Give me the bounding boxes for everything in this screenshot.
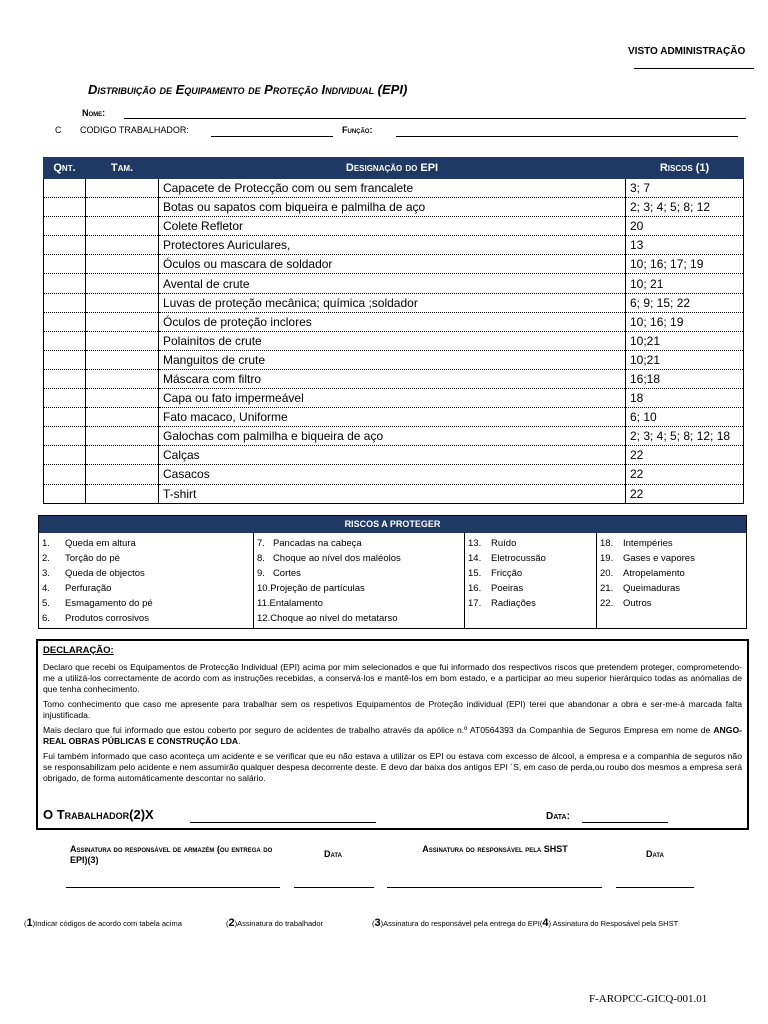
risco-number: 19. [600,553,614,564]
risco-item [465,551,596,566]
risco-label: Radiações [491,598,536,609]
risco-number: 12. [257,613,271,624]
qnt-cell[interactable] [44,274,86,293]
declaracao-data-label: Data: [546,811,570,822]
tam-cell[interactable] [86,179,159,198]
riscos-cell: 6; 9; 15; 22 [626,293,744,312]
riscos-cell: 10; 16; 17; 19 [626,255,744,274]
risco-label: Esmagamento do pé [65,598,153,609]
riscos-a-proteger [38,515,747,629]
declaracao-title: DECLARAÇÃO: [43,645,114,656]
tam-cell[interactable] [86,427,159,446]
tam-cell[interactable] [86,255,159,274]
designacao-cell: Óculos ou mascara de soldador [159,255,626,274]
qnt-cell[interactable] [44,198,86,217]
footnote-3-text: )Assinatura do responsável pela entrega do EPI [380,919,540,928]
risco-label: Pancadas na cabeça [272,538,362,549]
col-header-qnt: Qnt. [44,158,86,179]
riscos-title: RISCOS A PROTEGER [39,516,746,533]
col-header-riscos: Riscos (1) [626,158,744,179]
tam-cell[interactable] [86,465,159,484]
footnote-4-number: 4 [542,917,549,929]
codigo-trabalhador-field[interactable] [211,136,333,137]
riscos-cell: 3; 7 [626,179,744,198]
qnt-cell[interactable] [44,331,86,350]
tam-cell[interactable] [86,350,159,369]
designacao-cell: Avental de crute [159,274,626,293]
risco-item [39,551,253,566]
risco-number: 4. [42,583,50,594]
risco-item [597,551,747,566]
data-2-field[interactable] [616,887,694,888]
tam-cell[interactable] [86,312,159,331]
designacao-cell: Luvas de proteção mecânica; química ;soldador [159,293,626,312]
declaracao-paragraph-2: Tomo conhecimento que caso me apresente para trabalhar sem os respetivos Equipamentos de Proteção individual (EPI) terei que abandonar a obra e ser-me-á marcada falta injustificada. [43,699,742,720]
risco-item [597,581,747,596]
risco-number: 1. [42,538,50,549]
designacao-cell: Capacete de Protecção com ou sem francalete [159,179,626,198]
riscos-cell: 22 [626,465,744,484]
footnote-4-text: ) Assinatura do Resposável pela SHST [548,919,679,928]
tam-cell[interactable] [86,236,159,255]
designacao-cell: Capa ou fato impermeável [159,389,626,408]
risco-item [597,596,747,611]
declaracao-p3-text: Mais declaro que fui informado que estou coberto por seguro de acidentes de trabalho através da apólice n.º AT0564393 da Companhia de Seguros Empresa em nome de [43,725,714,735]
qnt-cell[interactable] [44,350,86,369]
risco-item [254,581,464,596]
footnote-2: (2)Assinatura do trabalhador [226,917,324,929]
tam-cell[interactable] [86,484,159,503]
risco-item [39,581,253,596]
tam-cell[interactable] [86,408,159,427]
footnote-3: (3)Assinatura do responsável pela entrega do EPI(4) Assinatura do Resposável pela SHST [372,917,679,929]
risco-item [254,611,464,626]
riscos-cell: 10; 21 [626,274,744,293]
risco-label: Ruído [491,538,517,549]
risco-label: Queda em altura [65,538,136,549]
declaracao-paragraph-3 [43,725,742,747]
table-row [44,179,744,198]
footnote-2-text: )Assinatura do trabalhador [234,919,324,928]
footnote-2-number: 2 [228,917,235,929]
risco-label: Outros [623,598,652,609]
tam-cell[interactable] [86,389,159,408]
risco-item [254,551,464,566]
risco-number: 11. [257,598,270,609]
riscos-column-1 [39,533,254,629]
data-1-label: Data [324,849,342,859]
risco-number: 14. [468,553,482,564]
risco-number: 16. [468,583,482,594]
risco-label: Projeção de partículas [270,583,365,594]
designacao-cell: Botas ou sapatos com biqueira e palmilha de aço [159,198,626,217]
tam-cell[interactable] [86,198,159,217]
designacao-cell: Colete Refletor [159,217,626,236]
nome-field[interactable] [124,118,746,119]
footnote-3-number: 3 [374,917,381,929]
designacao-cell: Fato macaco, Uniforme [159,408,626,427]
table-row [44,389,744,408]
tam-cell[interactable] [86,369,159,388]
risco-label: Entalamento [269,598,323,609]
riscos-cell: 22 [626,446,744,465]
risco-item [465,596,596,611]
shst-signature-field[interactable] [387,887,602,888]
risco-number: 2. [42,553,50,564]
risco-item [597,536,747,551]
visto-administracao-label: VISTO ADMINISTRAÇÃO [628,46,746,57]
table-row [44,408,744,427]
risco-number: 5. [42,598,50,609]
riscos-cell: 10;21 [626,350,744,369]
codigo-trabalhador-label: CODIGO TRABALHADOR: [80,125,189,135]
risco-label: Intempéries [623,538,673,549]
armazem-signature-field[interactable] [66,887,280,888]
footnote-1-number: 1 [26,917,33,929]
risco-number: 20. [600,568,614,579]
shst-signature-label: Assinatura do responsável pela SHST [422,844,568,854]
risco-label: Choque ao nível do metatarso [270,613,398,624]
risco-number: 17. [468,598,482,609]
risco-label: Produtos corrosivos [65,613,149,624]
designacao-cell: Manguitos de crute [159,350,626,369]
tam-cell[interactable] [86,293,159,312]
tam-cell[interactable] [86,331,159,350]
table-row [44,217,744,236]
risco-number: 21. [600,583,614,594]
riscos-cell: 13 [626,236,744,255]
table-row [44,255,744,274]
designacao-cell: Casacos [159,465,626,484]
declaracao-p3-end: . [238,736,241,746]
riscos-cell: 18 [626,389,744,408]
qnt-cell[interactable] [44,369,86,388]
epi-table-header [44,158,744,179]
table-row [44,350,744,369]
trabalhador-signature-field[interactable] [190,822,376,823]
risco-number: 10. [257,583,271,594]
risco-item [465,566,596,581]
declaracao-paragraph-4: Fui também informado que caso aconteça um acidente e se verificar que eu não estava a utilizar os EPI ou estava com excesso de álcool, a empresa e a companhia de seguros não se responsabilizam pelo acidente e nem assumirão qualquer despesa decorrente deste. E devo dar baixa dos antigos EPI ´S, em caso de perda,ou roubo dos mesmos a empresa será obrigado, de forma automáticamente descontar no salário. [43,751,742,783]
riscos-cell: 2; 3; 4; 5; 8; 12; 18 [626,427,744,446]
designacao-cell: T-shirt [159,484,626,503]
risco-number: 13. [468,538,482,549]
qnt-cell[interactable] [44,427,86,446]
funcao-field[interactable] [396,136,738,137]
table-row [44,198,744,217]
risco-item [254,596,464,611]
riscos-cell: 22 [626,484,744,503]
riscos-cell: 10; 16; 19 [626,312,744,331]
c-mark: C [55,125,62,135]
risco-number: 22. [600,598,614,609]
risco-item [39,536,253,551]
qnt-cell[interactable] [44,484,86,503]
qnt-cell[interactable] [44,408,86,427]
riscos-cell: 2; 3; 4; 5; 8; 12 [626,198,744,217]
risco-label: Torção do pé [65,553,120,564]
qnt-cell[interactable] [44,293,86,312]
declaracao-data-field[interactable] [582,822,668,823]
funcao-label: Função: [342,125,373,135]
designacao-cell: Calças [159,446,626,465]
declaracao-box [36,639,749,830]
document-title: Distribuição de Equipamento de Proteção Individual (EPI) [88,82,408,97]
tam-cell[interactable] [86,446,159,465]
table-row [44,484,744,503]
risco-label: Poeiras [491,583,524,594]
risco-number: 15. [468,568,482,579]
visto-signature-line[interactable] [634,68,754,69]
risco-label: Queimaduras [623,583,681,594]
riscos-column-2 [254,533,465,629]
qnt-cell[interactable] [44,255,86,274]
armazem-signature-label: Assinatura do responsável de armazém (ou entrega do EPI)(3) [70,844,273,865]
designacao-cell: Protectores Auriculares, [159,236,626,255]
company-name: ANGO-REAL OBRAS PÚBLICAS E CONSTRUÇÃO LDA [43,725,742,746]
risco-number: 9. [257,568,265,579]
risco-label: Choque ao nível dos maléolos [272,553,401,564]
risco-label: Atropelamento [623,568,685,579]
designacao-cell: Galochas com palmilha e biqueira de aço [159,427,626,446]
designacao-cell: Máscara com filtro [159,369,626,388]
qnt-cell[interactable] [44,236,86,255]
riscos-column-3 [465,533,597,629]
table-row [44,427,744,446]
qnt-cell[interactable] [44,312,86,331]
risco-label: Queda de objectos [65,568,145,579]
risco-number: 3. [42,568,50,579]
qnt-cell[interactable] [44,179,86,198]
data-2-label: Data [646,849,664,859]
trabalhador-signature-label: O Trabalhador(2)X [43,807,154,822]
risco-item [465,536,596,551]
riscos-cell: 20 [626,217,744,236]
table-row [44,312,744,331]
risco-label: Cortes [272,568,301,579]
risco-item [465,581,596,596]
qnt-cell[interactable] [44,217,86,236]
risco-label: Perfuração [65,583,112,594]
riscos-column-4 [597,533,747,629]
table-row [44,369,744,388]
col-header-designacao: Designação do EPI [159,158,626,179]
epi-table [43,157,744,504]
risco-number: 6. [42,613,50,624]
footnote-1-text: )Indicar códigos de acordo com tabela acima [32,919,182,928]
table-row [44,293,744,312]
col-header-tam: Tam. [86,158,159,179]
riscos-cell: 6; 10 [626,408,744,427]
risco-item [597,566,747,581]
form-code: F-AROPCC-GICQ-001.01 [589,993,708,1005]
risco-number: 18. [600,538,614,549]
risco-item [39,596,253,611]
table-row [44,446,744,465]
qnt-cell[interactable] [44,446,86,465]
risco-label: Gases e vapores [623,553,695,564]
table-row [44,465,744,484]
declaracao-paragraph-1: Declaro que recebi os Equipamentos de Protecção Individual (EPI) acima por mim selecionados e que fui informado dos respectivos riscos que pretendem proteger, comprometendo-me a utilizá-los correctamente de acordo com as instruções recebidas, a conservá-los e mantê-los em bom estado, e a participar ao meu superior hierárquico todas as anómalias de que tenha conhecimento. [43,662,742,694]
risco-number: 7. [257,538,265,549]
risco-item [254,536,464,551]
table-row [44,236,744,255]
risco-number: 8. [257,553,265,564]
tam-cell[interactable] [86,217,159,236]
footnote-1: (1)Indicar códigos de acordo com tabela acima [24,917,182,929]
data-1-field[interactable] [294,887,374,888]
risco-label: Eletrocussão [491,553,546,564]
designacao-cell: Óculos de proteção inclores [159,312,626,331]
risco-item [39,566,253,581]
risco-item [39,611,253,626]
risco-item [254,566,464,581]
table-row [44,274,744,293]
table-row [44,331,744,350]
qnt-cell[interactable] [44,465,86,484]
qnt-cell[interactable] [44,389,86,408]
designacao-cell: Polainitos de crute [159,331,626,350]
riscos-cell: 16;18 [626,369,744,388]
tam-cell[interactable] [86,274,159,293]
risco-label: Fricção [491,568,523,579]
nome-label: Nome: [82,108,106,118]
riscos-cell: 10;21 [626,331,744,350]
